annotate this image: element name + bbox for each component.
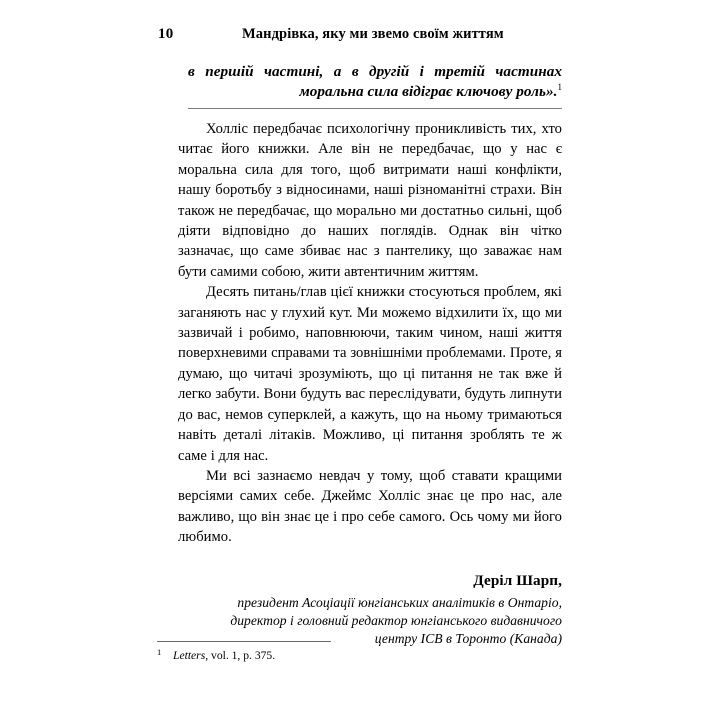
body-copy bbox=[178, 119, 562, 548]
body-paragraph: Холліс передбачає психологічну проникливість тих, хто читає його книжки. Але він не передбачає, що у нас є моральна сила для того, щоб витримати наші конфлікти, нашу боротьбу з відносинами, наші різноманітні страхи. Він також не передбачає, що морально ми достатньо сильні, щоб діяти відповідно до наших поглядів. Однак він чітко зазначає, що саме збиває нас з пантелику, що заважає нам бути самими собою, жити автентичним життям. bbox=[178, 121, 562, 280]
footnote-divider bbox=[157, 641, 331, 642]
running-head-title: Мандрівка, яку ми звемо своїм життям bbox=[242, 26, 504, 42]
running-head bbox=[158, 26, 562, 46]
page-number: 10 bbox=[158, 26, 174, 42]
epigraph-divider bbox=[188, 108, 562, 109]
epigraph bbox=[188, 62, 562, 102]
signature-block bbox=[178, 570, 562, 648]
signature-title-line: президент Асоціації юнгіанських аналітиків в Онтаріо, bbox=[237, 594, 562, 610]
body-paragraph: Десять питань/глав цієї книжки стосуються проблем, які заганяють нас у глухий кут. Ми можемо відхилити їх, що ми зазвичай і робимо, наповнюючи, таким чином, наші життя поверхневими справами та зовнішніми проблемами. Проте, я думаю, що читачі зрозуміють, що ці питання не так вже й легко забути. Вони будуть вас переслідувати, будуть липнути до вас, немов суперклей, а кажуть, що на ньому тримаються навіть деталі літаків. Можливо, ці питання зроблять те ж саме і для нас. bbox=[178, 284, 562, 464]
signature-titles bbox=[178, 594, 562, 648]
footnote-marker: 1 bbox=[157, 647, 162, 657]
signature-title-line: центру ICB в Торонто (Канада) bbox=[374, 630, 562, 646]
footnote-source-title: Letters bbox=[173, 649, 206, 662]
signature-title-line: директор і головний редактор юнгіанського видавничого bbox=[230, 612, 562, 628]
footnote-citation: , vol. 1, p. 375. bbox=[205, 649, 276, 662]
text-block bbox=[178, 62, 562, 648]
epigraph-footnote-marker: 1 bbox=[557, 81, 562, 92]
signature-name: Деріл Шарп, bbox=[473, 571, 562, 589]
footnote-area bbox=[157, 641, 567, 664]
footnote bbox=[157, 648, 567, 664]
epigraph-text: в першій частині, а в другій і третій частинах моральна сила відіграє ключову роль». bbox=[188, 63, 562, 100]
footnote-text bbox=[173, 648, 567, 663]
body-paragraph: Ми всі зазнаємо невдач у тому, щоб ставати кращими версіями самих себе. Джеймс Холліс знає це про нас, але важливо, що він знає це і про себе самого. Ось чому ми його любимо. bbox=[178, 467, 562, 546]
